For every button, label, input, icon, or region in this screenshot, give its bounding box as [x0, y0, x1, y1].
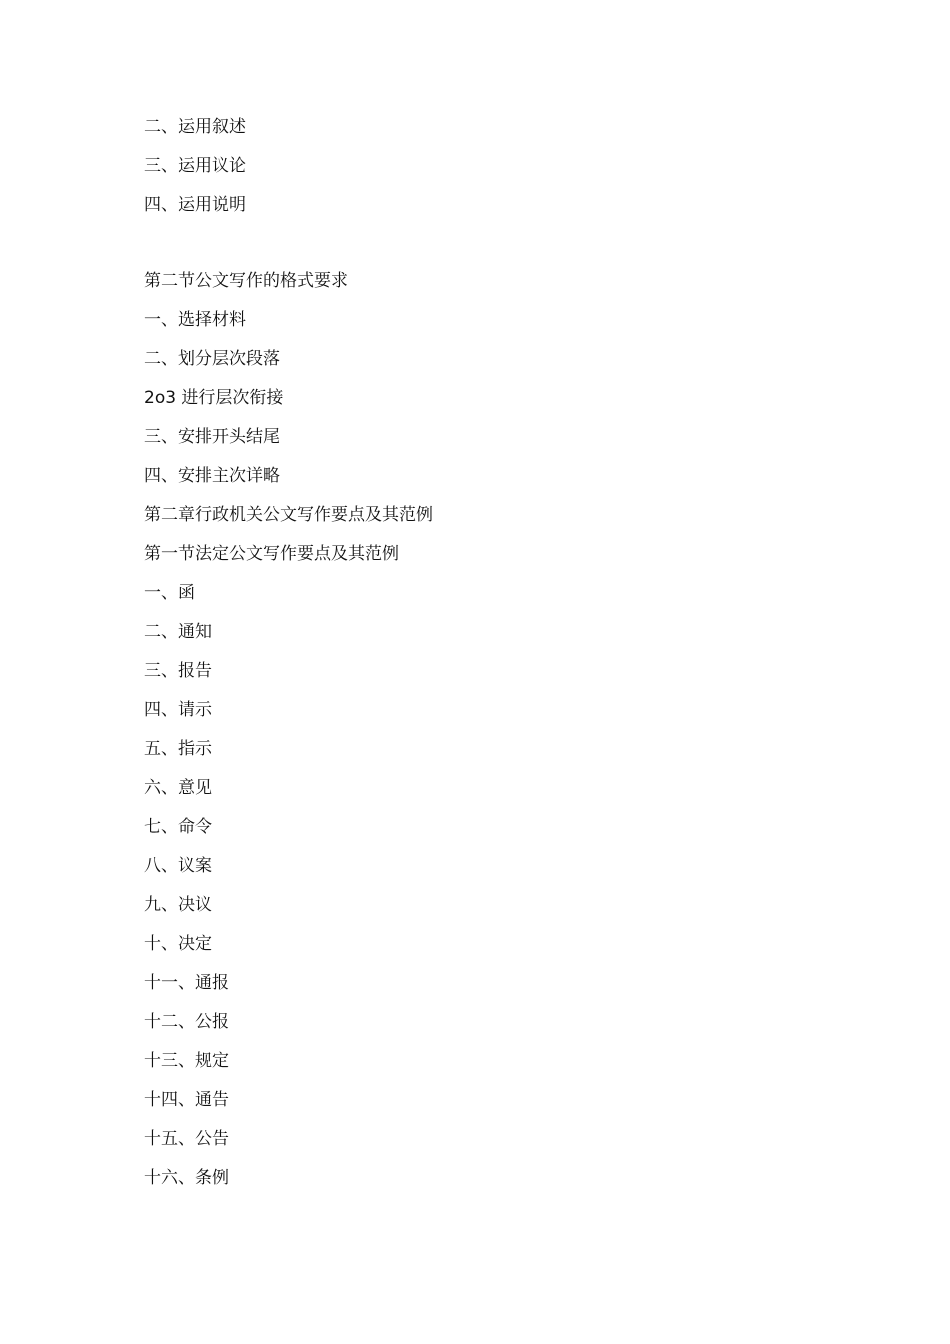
outline-item: 十六、条例 — [144, 1168, 229, 1188]
outline-item: 四、安排主次详略 — [144, 466, 280, 486]
outline-item: 三、报告 — [144, 661, 212, 681]
outline-item: 一、函 — [144, 583, 195, 603]
outline-item: 一、选择材料 — [144, 310, 246, 330]
section-heading: 第二节公文写作的格式要求 — [144, 271, 348, 291]
outline-item: 七、命令 — [144, 817, 212, 837]
outline-item: 十、决定 — [144, 934, 212, 954]
outline-item: 十四、通告 — [144, 1090, 229, 1110]
outline-item: 二、运用叙述 — [144, 117, 246, 137]
section-heading: 第一节法定公文写作要点及其范例 — [144, 544, 399, 564]
outline-item: 四、请示 — [144, 700, 212, 720]
chapter-heading: 第二章行政机关公文写作要点及其范例 — [144, 505, 433, 525]
outline-item: 十一、通报 — [144, 973, 229, 993]
outline-item: 2ο3 进行层次衔接 — [144, 388, 284, 408]
outline-item: 二、通知 — [144, 622, 212, 642]
outline-item: 十三、规定 — [144, 1051, 229, 1071]
outline-item: 八、议案 — [144, 856, 212, 876]
outline-item: 五、指示 — [144, 739, 212, 759]
outline-item: 九、决议 — [144, 895, 212, 915]
outline-item: 十二、公报 — [144, 1012, 229, 1032]
outline-item: 四、运用说明 — [144, 195, 246, 215]
outline-item: 三、运用议论 — [144, 156, 246, 176]
outline-item: 六、意见 — [144, 778, 212, 798]
outline-item: 二、划分层次段落 — [144, 349, 280, 369]
outline-item: 十五、公告 — [144, 1129, 229, 1149]
outline-item: 三、安排开头结尾 — [144, 427, 280, 447]
